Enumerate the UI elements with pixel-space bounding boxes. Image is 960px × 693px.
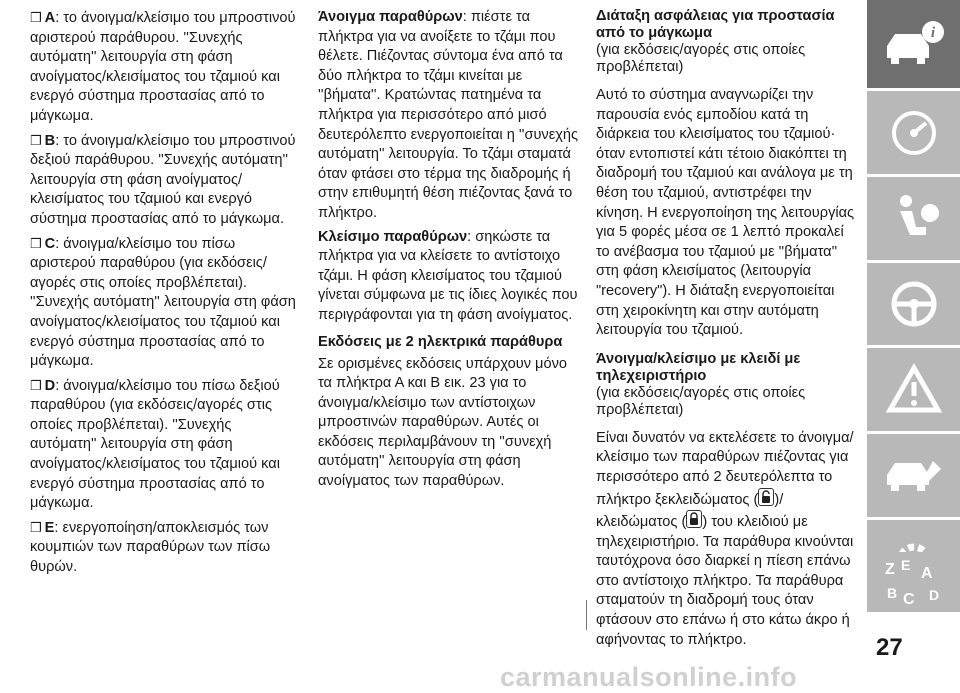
item-a [30,8,296,127]
column-1 [30,8,296,578]
airbag-icon [886,191,942,247]
item-d [30,376,296,514]
bullet-icon: ❒ [30,235,42,251]
alphabet-index-icon [879,554,949,610]
close-windows-para [318,228,580,326]
svg-text:C: C [902,591,915,608]
safety-text: Αυτό το σύστημα αναγνωρίζει την παρουσία ενός εμποδίου κατά τη διάρκεια του κλεισίματος του τζαμιού· όταν εντοπιστεί κάτι τέτοιο διακόπτει τη διαδρομή του τζαμιού και ανάλογα με τη θέση του τζαμιού, αντιστρέφει την κίνηση. Η ενεργοποίηση της λειτουργίας για 5 φορές μέσα σε 1 λεπτό προκαλεί το ανέβασμα του τζαμιού με ''βήματα'' στη φάση κλεισίματος (λειτουργία "recovery"). Η διάταξη ενεργοποιείται στη χειροκίνητη και στην αυτόματη λειτουργία του τζαμιού. [596,87,855,339]
car-service-icon [881,451,947,501]
svg-text:E: E [900,557,910,573]
steering-wheel-icon [886,279,942,329]
sidebar-tab-car-info[interactable] [867,0,960,88]
versions-text: Σε ορισμένες εκδόσεις υπάρχουν μόνο τα πλήκτρα Α και Β εικ. 23 για το άνοιγμα/κλείσιμο των αντίστοιχων μπροστινών παραθύρων. Αυτές οι εκδόσεις περιλαμβάνουν τη ''συνεχή αυτόματη'' λειτουργία στη φάση ανοίγματος των παραθύρων. [318,355,567,490]
unlock-icon [758,488,774,506]
remote-text-part-2: )/κλειδώματος ( [596,491,784,531]
safety-heading: Διάταξη ασφάλειας για προστασία από το μάγκωμα [596,8,835,41]
remote-text [596,429,856,651]
column-divider [586,600,587,630]
bullet-icon: ❒ [30,377,42,393]
item-e-text: : ενεργοποίηση/αποκλεισμός των κουμπιών των παραθύρων των πίσω θυρών. [30,519,271,576]
svg-text:D: D [928,587,939,603]
item-d-text: : άνοιγμα/κλείσιμο του πίσω δεξιού παραθύρου (για εκδόσεις/αγορές στις οποίες προβλέπεται). ''Συνεχής αυτόματη'' λειτουργία στη φάση ανοίγματος/κλεισίματος του τζαμιού και ενεργό σύστημα προστασίας από το μάγκωμα. [30,377,280,512]
open-windows-para [318,8,580,224]
close-windows-text: : σηκώστε τα πλήκτρα για να κλείσετε το αντίστοιχο τζάμι. Η φάση κλεισίματος του τζαμιού γίνεται σύμφωνα με τις ίδιες λογικές που περιγράφονται για τη φάση ανοίγματος. [318,228,578,323]
svg-text:i: i [930,25,935,41]
column-2 [318,8,580,492]
item-b-text: : το άνοιγμα/κλείσιμο του μπροστινού δεξιού παράθυρου. ''Συνεχής αυτόματη'' λειτουργία στη φάση ανοίγματος/κλεισίματος του τζαμιού και ενεργό σύστημα προστασίας από το μάγκωμα. [30,132,296,227]
bullet-icon: ❒ [30,10,42,25]
remote-text-part-1: Είναι δυνατόν να εκτελέσετε το άνοιγμα/κλείσιμο των παραθύρων πιέζοντας για περισσότερο από 2 δευτερόλεπτα το πλήκτρο ξεκλειδώματος ( [596,429,854,508]
item-c [30,234,296,372]
item-c-text: : άνοιγμα/κλείσιμο του πίσω αριστερού παραθύρου (για εκδόσεις/ αγορές στις οποίες προβλέπεται). ''Συνεχής αυτόματη'' λειτουργία στη φάση ανοίγματος/κλεισίματος του τζαμιού και ενεργό σύστημα προστασίας από το μάγκωμα. [30,235,296,370]
sidebar-tab-dashboard[interactable] [867,91,960,174]
key-e: E [44,519,55,536]
remote-subheading: (για εκδόσεις/αγορές στις οποίες προβλέπεται) [596,384,806,418]
open-windows-text: : πιέστε τα πλήκτρα για να ανοίξετε το τζάμι που θέλετε. Πιέζοντας σύντομα ένα από τα δύο πλήκτρα το τζάμι κινείται με ''βήματα''. Κρατώντας πατημένα τα πλήκτρα για περισσότερο από μισό δευτερόλεπτο ενεργοποιείται η ''συνεχής αυτόματη'' λειτουργία. Το τζάμι σταματά όταν φτάσει στο τέρμα της διαδρομής ή στην επιθυμητή θέση πιέζοντας ξανά το πλήκτρο. [318,9,579,221]
page-number: 27 [876,634,903,661]
lock-icon [686,510,702,528]
car-info-icon [881,16,947,72]
sidebar-tab-emergency[interactable] [867,348,960,431]
key-b: B [44,132,56,149]
item-a-text: : το άνοιγμα/κλείσιμο του μπροστινού αριστερού παράθυρου. ''Συνεχής αυτόματη'' λειτουργία στη φάση ανοίγματος/κλεισίματος του τζαμιού και ενεργό σύστημα προστασίας από το μάγκωμα. [30,10,296,124]
column-3 [596,8,856,650]
key-d: D [44,377,56,394]
key-a: A [44,10,56,26]
sidebar-tab-driving[interactable] [867,263,960,345]
sidebar-tab-safety[interactable] [867,177,960,260]
bullet-icon: ❒ [30,132,42,148]
dashboard-icon [884,108,944,158]
remote-text-part-3: ) του κλειδιού με τηλεχειριστήριο. Τα παράθυρα κινούνται ταυτόχρονα όσο διαρκεί η πίεση επάνω στο αντίστοιχο πλήκτρο. Τα παράθυρα σταματούν τη διαδρομή τους όταν φτάσουν στο επάνω ή στο κάτω άκρο ή αφήνοντας το πλήκτρο. [596,514,854,648]
close-windows-title: Κλείσιμο παραθύρων [318,228,468,245]
watermark: carmanualsonline.info [500,662,798,692]
item-e [30,518,296,578]
sidebar-tab-index[interactable] [867,552,960,612]
svg-text:Z: Z [884,561,895,578]
key-c: C [44,235,56,252]
open-windows-title: Άνοιγμα παραθύρων [318,9,463,25]
sidebar-tab-maintenance[interactable] [867,434,960,517]
svg-text:B: B [886,585,897,601]
item-b [30,131,296,230]
versions-heading: Εκδόσεις με 2 ηλεκτρικά παράθυρα [318,333,563,350]
remote-heading: Άνοιγμα/κλείσιμο με κλειδί με τηλεχειριστήριο [596,350,801,384]
bullet-icon: ❒ [30,519,42,535]
safety-subheading: (για εκδόσεις/αγορές στις οποίες προβλέπεται) [596,42,806,75]
svg-text:A: A [920,565,933,582]
warning-triangle-icon [884,362,944,418]
